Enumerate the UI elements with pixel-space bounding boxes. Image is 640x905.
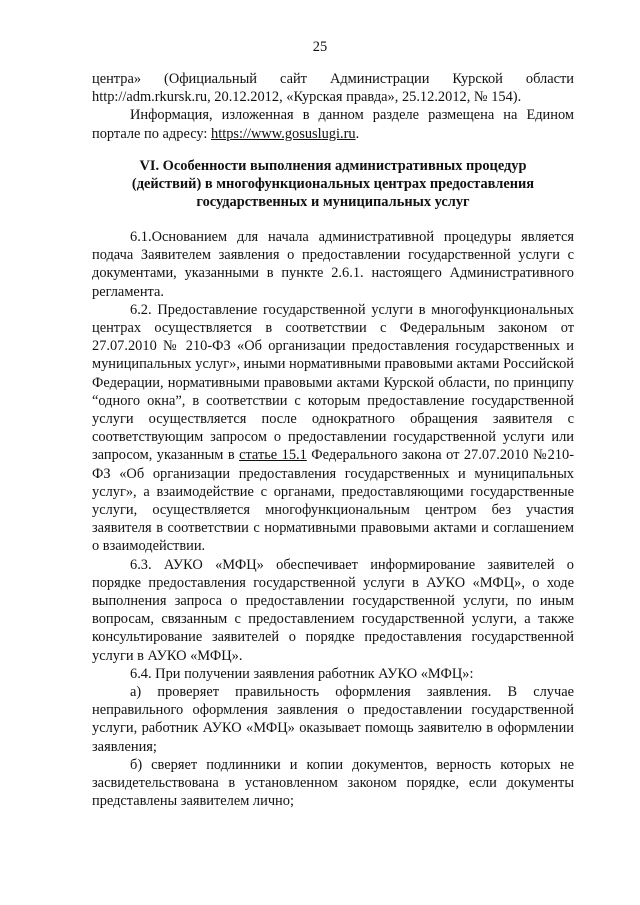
gosuslugi-link[interactable]: https://www.gosuslugi.ru bbox=[211, 125, 356, 142]
paragraph-6-3: 6.3. АУКО «МФЦ» обеспечивает информирование заявителей о порядке предоставления государственной услуги в АУКО «МФЦ», о ходе выполнения запроса о предоставлении государственной услуги, по иным вопросам, связанным с предоставлением государственной услуги, а также консультирование заявителей о порядке предоставления государственной услуги в АУКО «МФЦ». bbox=[92, 556, 574, 664]
section-title: VI. Особенности выполнения административных процедур (действий) в многофункциональных центрах предоставления государственных и муниципальных услуг bbox=[131, 158, 535, 211]
intro-paragraph-2 bbox=[92, 106, 574, 142]
body-block bbox=[92, 228, 574, 811]
paragraph-6-2-text-a: 6.2. Предоставление государственной услуги в многофункциональных центрах осуществляется в соответствии с Федеральным законом от 27.07.2010 № 210-ФЗ «Об организации предоставления государственных и муниципальных услуг», иными нормативными правовыми актами Российской Федерации, нормативными правовыми актами Курской области, по принципу “одного окна”, в соответствии с которым предоставление государственной услуги осуществляется после однократного обращения заявителя с соответствующим запросом о предоставлении государственной услуги или запросом, указанным в bbox=[92, 301, 574, 464]
intro-block bbox=[92, 70, 574, 143]
paragraph-6-4: 6.4. При получении заявления работник АУКО «МФЦ»: bbox=[130, 665, 474, 682]
paragraph-6-2-text-b: Федерального закона от 27.07.2010 №210-ФЗ «Об организации предоставления государственных и муниципальных услуг», а взаимодействие с органами, предоставляющими государственные услуги, осуществляется многофункциональным центром без участия заявителя в соответствии с нормативными правовыми актами и соглашением о взаимодействии. bbox=[92, 447, 574, 555]
intro-paragraph-2-text: Информация, изложенная в данном разделе размещена на Едином портале по адресу: bbox=[92, 107, 574, 142]
intro-paragraph-1: центра» (Официальный сайт Администрации Курской области http://adm.rkursk.ru, 20.12.2012, «Курская правда», 25.12.2012, № 154). bbox=[92, 71, 574, 106]
article-15-1-link[interactable]: статье 15.1 bbox=[239, 447, 307, 464]
page-number: 25 bbox=[312, 39, 328, 55]
intro-paragraph-2-end: . bbox=[355, 125, 360, 142]
paragraph-6-4-a: а) проверяет правильность оформления заявления. В случае неправильного оформления заявления о предоставлении государственной услуги, работник АУКО «МФЦ» оказывает помощь заявителю в оформлении заявления; bbox=[92, 684, 574, 755]
paragraph-6-2 bbox=[92, 301, 574, 556]
paragraph-6-1: 6.1.Основанием для начала административной процедуры является подача Заявителем заявления о предоставлении государственной услуги с документами, указанными в пункте 2.6.1. настоящего Административного регламента. bbox=[92, 229, 574, 300]
paragraph-6-4-b: б) сверяет подлинники и копии документов, верность которых не засвидетельствована в установленном законом порядке, если документы представлены заявителем лично; bbox=[92, 756, 574, 810]
